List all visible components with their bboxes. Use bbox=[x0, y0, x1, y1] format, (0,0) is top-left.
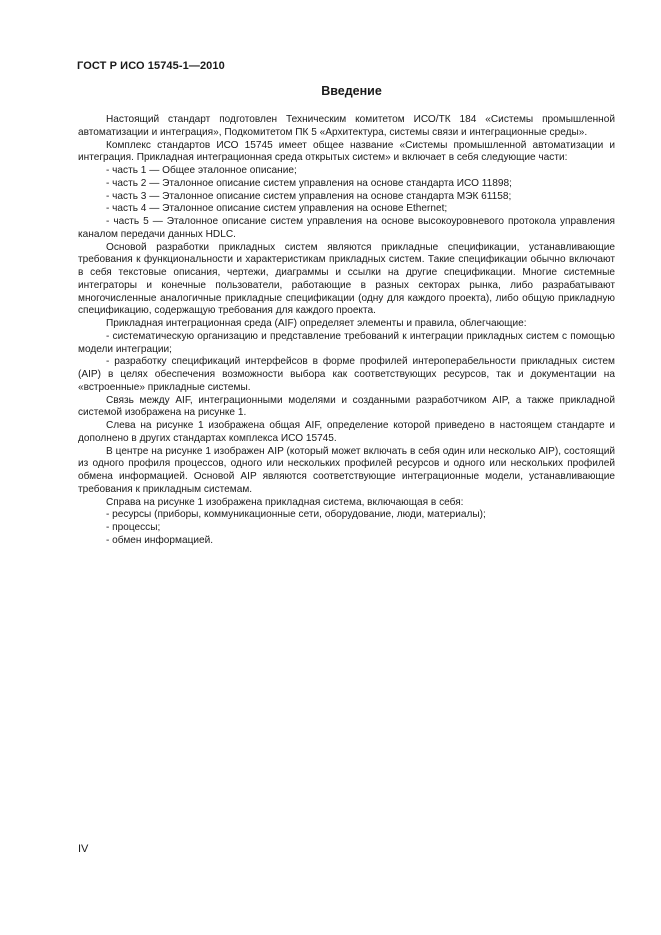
list-item: - часть 1 — Общее эталонное описание; bbox=[106, 165, 297, 176]
paragraph: Комплекс стандартов ИСО 15745 имеет общее название «Системы промышленной автоматизации и интеграция. Прикладная интеграционная среда открытых систем» и включает в себя следующие части: bbox=[78, 139, 615, 164]
list-item: - обмен информацией. bbox=[106, 534, 214, 546]
paragraph: Справа на рисунке 1 изображена прикладная система, включающая в себя: bbox=[106, 496, 464, 508]
list-item: - разработку спецификаций интерфейсов в форме профилей интероперабельности прикладных систем (AIP) в целях обеспечения возможности выбора как соответствующих ресурсов, так и документации на «встроенные» прикладные системы. bbox=[78, 356, 615, 393]
list-item: - процессы; bbox=[106, 522, 161, 533]
list-item: - часть 5 — Эталонное описание систем управления на основе высокоуровневого протокола управления каналом передачи данных HDLC. bbox=[78, 216, 615, 240]
paragraph: Связь между AIF, интеграционными моделями и созданными разработчиком AIP, а также прикладной системой изображена на рисунке 1. bbox=[78, 394, 615, 419]
list-item: - ресурсы (приборы, коммуникационные сети, оборудование, люди, материалы); bbox=[106, 509, 486, 521]
list-item: - часть 4 — Эталонное описание систем управления на основе Ethernet; bbox=[106, 203, 448, 215]
section-title: Введение bbox=[321, 84, 382, 98]
document-code-header: ГОСТ Р ИСО 15745-1—2010 bbox=[77, 60, 225, 72]
paragraph: Настоящий стандарт подготовлен Техническим комитетом ИСО/ТК 184 «Системы промышленной автоматизации и интеграция», Подкомитетом ПК 5 «Архитектура, системы связи и интеграционные среды». bbox=[78, 114, 615, 138]
list-item: - систематическую организацию и представление требований к интеграции прикладных систем с помощью модели интеграции; bbox=[78, 330, 615, 355]
list-item: - часть 3 — Эталонное описание систем управления на основе стандарта МЭК 61158; bbox=[106, 190, 512, 202]
paragraph: Основой разработки прикладных систем являются прикладные спецификации, устанавливающие требования к функциональности и характеристикам прикладных систем. Такие спецификации обычно включают в себя текстовые описания, чертежи, диаграммы и ссылки на другие спецификации. Многие системные интеграторы и конечные пользователи, работающие в разных секторах рынка, либо разрабатывают многочисленные аналогичные прикладные спецификации (одну для каждого проекта), либо общую прикладную спецификацию, содержащую требования для каждого проекта. bbox=[78, 241, 615, 317]
paragraph: Слева на рисунке 1 изображена общая AIF, определение которой приведено в настоящем стандарте и дополнено в других стандартах комплекса ИСО 15745. bbox=[78, 420, 615, 444]
list-item: - часть 2 — Эталонное описание систем управления на основе стандарта ИСО 11898; bbox=[106, 177, 512, 189]
page-number: IV bbox=[78, 843, 89, 855]
body-text bbox=[78, 114, 615, 548]
paragraph: Прикладная интеграционная среда (AIF) определяет элементы и правила, облегчающие: bbox=[106, 318, 527, 329]
paragraph: В центре на рисунке 1 изображен AIP (который может включать в себя один или несколько AIP), состоящий из одного профиля процессов, одного или нескольких профилей ресурсов и одного или нескольких профилей обмена информацией. Основой AIP являются соответствующие интеграционные модели, устанавливающие требования к прикладным системам. bbox=[78, 445, 615, 495]
